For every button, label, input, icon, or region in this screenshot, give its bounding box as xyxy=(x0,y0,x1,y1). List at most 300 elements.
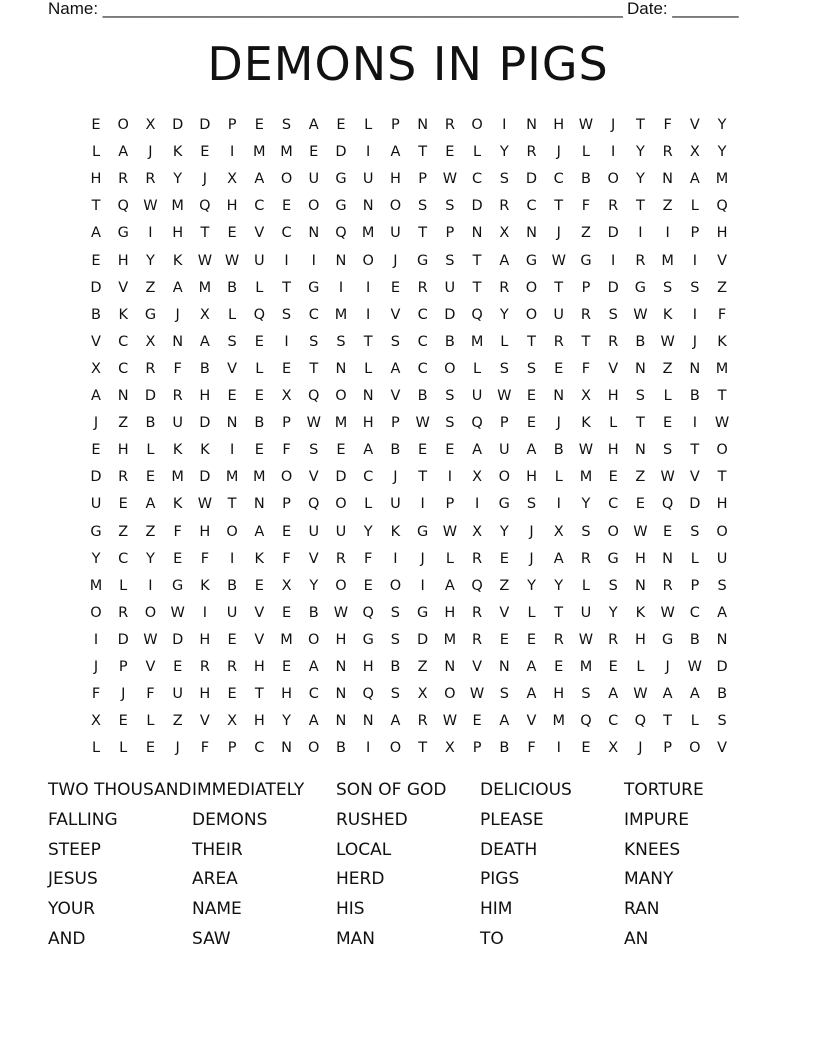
grid-letter[interactable]: H xyxy=(253,659,265,675)
grid-letter[interactable]: W xyxy=(224,252,240,269)
grid-letter[interactable]: N xyxy=(362,388,374,404)
grid-letter[interactable]: P xyxy=(663,740,672,757)
grid-letter[interactable]: X xyxy=(145,117,156,133)
grid-letter[interactable]: M xyxy=(715,360,729,377)
grid-letter[interactable]: I xyxy=(366,144,371,161)
grid-letter[interactable]: I xyxy=(202,604,208,621)
grid-letter[interactable]: E xyxy=(418,442,428,459)
grid-letter[interactable]: A xyxy=(717,604,727,621)
grid-letter[interactable]: B xyxy=(227,577,238,594)
grid-letter[interactable]: P xyxy=(445,225,455,242)
grid-letter[interactable]: E xyxy=(91,252,101,269)
grid-letter[interactable]: U xyxy=(308,523,320,540)
grid-letter[interactable]: E xyxy=(554,659,564,675)
grid-letter[interactable]: W xyxy=(551,252,566,269)
grid-letter[interactable]: R xyxy=(499,279,510,296)
grid-letter[interactable]: O xyxy=(90,604,102,621)
grid-letter[interactable]: P xyxy=(391,117,400,133)
grid-letter[interactable]: H xyxy=(607,388,619,404)
grid-letter[interactable]: J xyxy=(529,550,534,567)
grid-letter[interactable]: I xyxy=(229,144,235,161)
grid-letter[interactable]: G xyxy=(525,252,538,269)
grid-letter[interactable]: U xyxy=(90,496,102,513)
grid-letter[interactable]: T xyxy=(554,279,564,296)
grid-letter[interactable]: S xyxy=(390,631,401,648)
grid-letter[interactable]: P xyxy=(282,415,291,432)
grid-letter[interactable]: P xyxy=(581,279,591,296)
grid-letter[interactable]: S xyxy=(445,415,455,432)
grid-letter[interactable]: U xyxy=(308,171,320,188)
grid-letter[interactable]: G xyxy=(335,198,347,215)
grid-letter[interactable]: E xyxy=(554,360,564,377)
grid-letter[interactable]: A xyxy=(91,225,101,242)
grid-letter[interactable]: L xyxy=(690,713,699,730)
grid-letter[interactable]: E xyxy=(118,496,128,513)
grid-letter[interactable]: N xyxy=(335,713,347,730)
grid-letter[interactable]: G xyxy=(417,252,429,269)
grid-letter[interactable]: A xyxy=(499,252,510,269)
grid-letter[interactable]: D xyxy=(172,631,184,648)
grid-letter[interactable]: S xyxy=(499,171,509,188)
grid-letter[interactable]: S xyxy=(635,388,645,404)
grid-letter[interactable]: N xyxy=(634,577,646,594)
grid-letter[interactable]: W xyxy=(442,171,458,188)
grid-letter[interactable]: A xyxy=(526,442,537,459)
grid-letter[interactable]: H xyxy=(634,550,646,567)
grid-letter[interactable]: E xyxy=(227,631,237,648)
grid-letter[interactable]: S xyxy=(227,333,237,350)
grid-letter[interactable]: X xyxy=(91,713,101,730)
grid-letter[interactable]: U xyxy=(580,604,592,621)
grid-letter[interactable]: D xyxy=(417,631,429,648)
grid-letter[interactable]: U xyxy=(172,686,183,703)
grid-letter[interactable]: B xyxy=(580,171,591,188)
grid-letter[interactable]: O xyxy=(308,740,320,757)
grid-letter[interactable]: V xyxy=(717,740,727,757)
grid-letter[interactable]: W xyxy=(578,442,594,459)
grid-letter[interactable]: V xyxy=(390,388,401,404)
grid-letter[interactable]: Q xyxy=(362,686,374,703)
grid-letter[interactable]: X xyxy=(199,306,210,323)
grid-letter[interactable]: O xyxy=(389,198,402,215)
grid-letter[interactable]: L xyxy=(91,740,101,757)
grid-letter[interactable]: C xyxy=(363,469,374,486)
grid-letter[interactable]: H xyxy=(553,686,565,703)
grid-letter[interactable]: S xyxy=(281,306,292,323)
grid-letter[interactable]: C xyxy=(689,604,700,621)
grid-letter[interactable]: L xyxy=(255,279,264,296)
grid-letter[interactable]: A xyxy=(91,388,101,404)
grid-letter[interactable]: N xyxy=(335,686,347,703)
grid-letter[interactable]: J xyxy=(93,415,99,432)
grid-letter[interactable]: R xyxy=(499,198,510,215)
grid-letter[interactable]: U xyxy=(444,279,456,296)
grid-letter[interactable]: T xyxy=(717,388,727,404)
grid-letter[interactable]: H xyxy=(117,442,129,459)
grid-letter[interactable]: A xyxy=(472,442,483,459)
grid-letter[interactable]: Y xyxy=(717,144,727,161)
grid-letter[interactable]: J xyxy=(420,550,425,567)
grid-letter[interactable]: W xyxy=(415,415,430,432)
grid-letter[interactable]: B xyxy=(499,740,510,757)
grid-letter[interactable]: E xyxy=(145,740,156,757)
grid-letter[interactable]: F xyxy=(282,442,291,459)
grid-letter[interactable]: S xyxy=(445,198,455,215)
grid-letter[interactable]: B xyxy=(91,306,101,323)
grid-letter[interactable]: L xyxy=(473,360,482,377)
grid-letter[interactable]: S xyxy=(445,252,455,269)
grid-letter[interactable]: X xyxy=(689,144,700,161)
grid-letter[interactable]: S xyxy=(309,442,319,459)
grid-letter[interactable]: H xyxy=(226,198,238,215)
grid-letter[interactable]: I xyxy=(447,469,452,486)
grid-letter[interactable]: E xyxy=(309,144,319,161)
grid-letter[interactable]: A xyxy=(526,686,537,703)
grid-letter[interactable]: K xyxy=(172,496,183,513)
grid-letter[interactable]: S xyxy=(717,713,727,730)
grid-letter[interactable]: J xyxy=(121,686,126,703)
grid-letter[interactable]: E xyxy=(526,631,537,648)
grid-letter[interactable]: H xyxy=(253,713,265,730)
grid-letter[interactable]: L xyxy=(473,144,482,161)
grid-letter[interactable]: H xyxy=(444,604,456,621)
grid-letter[interactable]: L xyxy=(146,442,155,459)
grid-letter[interactable]: H xyxy=(281,686,292,703)
grid-letter[interactable]: F xyxy=(173,523,182,540)
grid-letter[interactable]: M xyxy=(280,144,293,161)
grid-letter[interactable]: S xyxy=(526,496,537,513)
grid-letter[interactable]: P xyxy=(227,117,237,133)
grid-letter[interactable]: D xyxy=(471,198,483,215)
grid-letter[interactable]: H xyxy=(172,225,184,242)
grid-letter[interactable]: W xyxy=(306,415,321,432)
grid-letter[interactable]: G xyxy=(90,523,102,540)
grid-letter[interactable]: I xyxy=(311,252,316,269)
grid-letter[interactable]: R xyxy=(580,550,591,567)
grid-letter[interactable]: A xyxy=(553,550,564,567)
grid-letter[interactable]: M xyxy=(552,713,565,730)
grid-letter[interactable]: W xyxy=(197,252,213,269)
grid-letter[interactable]: G xyxy=(661,631,674,648)
grid-letter[interactable]: C xyxy=(608,496,619,513)
grid-letter[interactable]: U xyxy=(362,171,374,188)
grid-letter[interactable]: J xyxy=(202,171,208,188)
grid-letter[interactable]: N xyxy=(716,631,728,648)
grid-letter[interactable]: Y xyxy=(717,117,727,133)
grid-letter[interactable]: Z xyxy=(118,523,129,540)
grid-letter[interactable]: T xyxy=(472,279,482,296)
grid-letter[interactable]: S xyxy=(336,333,346,350)
grid-letter[interactable]: O xyxy=(689,740,701,757)
grid-letter[interactable]: N xyxy=(253,496,265,513)
grid-letter[interactable]: L xyxy=(690,198,699,215)
grid-letter[interactable]: J xyxy=(175,740,180,757)
grid-letter[interactable]: R xyxy=(635,252,646,269)
grid-letter[interactable]: L xyxy=(146,713,155,730)
grid-letter[interactable]: H xyxy=(716,496,728,513)
grid-letter[interactable]: H xyxy=(199,388,211,404)
grid-letter[interactable]: C xyxy=(281,225,292,242)
grid-letter[interactable]: X xyxy=(145,333,156,350)
grid-letter[interactable]: V xyxy=(499,604,510,621)
grid-letter[interactable]: R xyxy=(118,604,129,621)
grid-letter[interactable]: J xyxy=(665,659,670,675)
grid-letter[interactable]: M xyxy=(470,333,484,350)
grid-letter[interactable]: I xyxy=(692,415,697,432)
grid-letter[interactable]: B xyxy=(199,360,210,377)
grid-letter[interactable]: V xyxy=(118,279,129,296)
grid-letter[interactable]: B xyxy=(145,415,156,432)
grid-letter[interactable]: L xyxy=(228,306,237,323)
grid-letter[interactable]: F xyxy=(282,550,291,567)
grid-letter[interactable]: V xyxy=(689,117,700,133)
grid-letter[interactable]: H xyxy=(389,171,401,188)
grid-letter[interactable]: J xyxy=(692,333,697,350)
grid-letter[interactable]: Q xyxy=(471,577,483,594)
grid-letter[interactable]: T xyxy=(690,442,700,459)
grid-letter[interactable]: K xyxy=(200,442,210,459)
grid-letter[interactable]: J xyxy=(529,523,534,540)
grid-letter[interactable]: T xyxy=(581,333,591,350)
grid-letter[interactable]: N xyxy=(362,713,374,730)
grid-letter[interactable]: O xyxy=(280,171,293,188)
grid-letter[interactable]: W xyxy=(633,523,648,540)
grid-letter[interactable]: E xyxy=(281,360,292,377)
grid-letter[interactable]: C xyxy=(472,171,483,188)
grid-letter[interactable]: V xyxy=(254,604,265,621)
grid-letter[interactable]: H xyxy=(362,415,374,432)
grid-letter[interactable]: N xyxy=(362,198,374,215)
grid-letter[interactable]: R xyxy=(118,469,129,486)
grid-letter[interactable]: P xyxy=(118,659,128,675)
grid-letter[interactable]: T xyxy=(363,333,373,350)
grid-letter[interactable]: I xyxy=(393,550,398,567)
grid-letter[interactable]: R xyxy=(553,333,564,350)
grid-letter[interactable]: E xyxy=(145,469,156,486)
grid-letter[interactable]: R xyxy=(172,388,183,404)
grid-letter[interactable]: Q xyxy=(716,198,728,215)
grid-letter[interactable]: D xyxy=(716,659,728,675)
grid-letter[interactable]: H xyxy=(90,171,102,188)
grid-letter[interactable]: E xyxy=(254,442,264,459)
grid-letter[interactable]: K xyxy=(172,442,183,459)
grid-letter[interactable]: I xyxy=(366,740,371,757)
grid-letter[interactable]: O xyxy=(144,604,157,621)
grid-letter[interactable]: O xyxy=(498,469,510,486)
grid-letter[interactable]: F xyxy=(173,360,182,377)
grid-letter[interactable]: A xyxy=(689,171,700,188)
date-field[interactable]: Date: _______ xyxy=(627,0,739,18)
grid-letter[interactable]: G xyxy=(607,550,619,567)
grid-letter[interactable]: X xyxy=(281,577,292,594)
grid-letter[interactable]: C xyxy=(553,171,564,188)
grid-letter[interactable]: R xyxy=(444,117,455,133)
grid-letter[interactable]: Z xyxy=(635,469,646,486)
grid-letter[interactable]: I xyxy=(284,252,289,269)
grid-letter[interactable]: E xyxy=(118,713,128,730)
grid-letter[interactable]: X xyxy=(580,388,591,404)
grid-letter[interactable]: K xyxy=(635,604,646,621)
grid-letter[interactable]: E xyxy=(445,144,455,161)
grid-letter[interactable]: E xyxy=(227,388,237,404)
grid-letter[interactable]: T xyxy=(91,198,101,215)
grid-letter[interactable]: E xyxy=(336,117,346,133)
grid-letter[interactable]: B xyxy=(717,686,728,703)
grid-letter[interactable]: L xyxy=(690,550,699,567)
grid-letter[interactable]: E xyxy=(254,388,264,404)
grid-letter[interactable]: V xyxy=(199,713,210,730)
grid-letter[interactable]: X xyxy=(417,686,428,703)
grid-letter[interactable]: S xyxy=(663,279,673,296)
grid-letter[interactable]: V xyxy=(227,360,238,377)
grid-letter[interactable]: B xyxy=(553,442,564,459)
grid-letter[interactable]: V xyxy=(308,550,319,567)
grid-letter[interactable]: E xyxy=(254,333,264,350)
grid-letter[interactable]: Q xyxy=(471,306,483,323)
grid-letter[interactable]: S xyxy=(690,523,700,540)
grid-letter[interactable]: W xyxy=(687,659,702,675)
grid-letter[interactable]: O xyxy=(444,686,456,703)
grid-letter[interactable]: S xyxy=(418,198,428,215)
grid-letter[interactable]: S xyxy=(445,388,455,404)
grid-letter[interactable]: N xyxy=(634,360,646,377)
grid-letter[interactable]: N xyxy=(526,117,537,133)
grid-letter[interactable]: L xyxy=(609,415,618,432)
grid-letter[interactable]: G xyxy=(172,577,184,594)
grid-letter[interactable]: Q xyxy=(308,388,320,404)
grid-letter[interactable]: S xyxy=(281,117,292,133)
grid-letter[interactable]: O xyxy=(389,577,402,594)
grid-letter[interactable]: F xyxy=(364,550,373,567)
grid-letter[interactable]: T xyxy=(472,252,482,269)
grid-letter[interactable]: U xyxy=(254,252,265,269)
grid-letter[interactable]: M xyxy=(334,306,348,323)
grid-letter[interactable]: G xyxy=(362,631,374,648)
grid-letter[interactable]: V xyxy=(717,252,727,269)
grid-letter[interactable]: E xyxy=(581,740,591,757)
grid-letter[interactable]: L xyxy=(364,496,373,513)
grid-letter[interactable]: L xyxy=(581,144,590,161)
grid-letter[interactable]: W xyxy=(333,604,349,621)
grid-letter[interactable]: K xyxy=(254,550,265,567)
grid-letter[interactable]: Z xyxy=(580,225,591,242)
grid-letter[interactable]: K xyxy=(581,415,591,432)
grid-letter[interactable]: Z xyxy=(499,577,510,594)
grid-letter[interactable]: M xyxy=(661,252,674,269)
grid-letter[interactable]: A xyxy=(308,117,319,133)
grid-letter[interactable]: D xyxy=(525,171,538,188)
grid-letter[interactable]: D xyxy=(199,117,211,133)
grid-letter[interactable]: Y xyxy=(499,306,509,323)
grid-letter[interactable]: A xyxy=(308,659,319,675)
grid-letter[interactable]: K xyxy=(172,144,183,161)
grid-letter[interactable]: M xyxy=(171,469,184,486)
grid-letter[interactable]: L xyxy=(255,360,264,377)
grid-letter[interactable]: K xyxy=(390,523,401,540)
grid-letter[interactable]: N xyxy=(335,659,347,675)
grid-letter[interactable]: L xyxy=(91,144,101,161)
grid-letter[interactable]: A xyxy=(390,144,401,161)
grid-letter[interactable]: I xyxy=(611,252,616,269)
grid-letter[interactable]: Q xyxy=(308,496,320,513)
grid-letter[interactable]: Q xyxy=(580,713,592,730)
grid-letter[interactable]: Y xyxy=(173,171,183,188)
grid-letter[interactable]: L xyxy=(445,550,454,567)
grid-letter[interactable]: I xyxy=(338,279,344,296)
grid-letter[interactable]: R xyxy=(145,171,156,188)
grid-letter[interactable]: C xyxy=(608,713,619,730)
grid-letter[interactable]: Z xyxy=(717,279,728,296)
grid-letter[interactable]: R xyxy=(417,279,428,296)
grid-letter[interactable]: D xyxy=(689,496,701,513)
grid-letter[interactable]: N xyxy=(444,659,456,675)
grid-letter[interactable]: Y xyxy=(499,523,509,540)
grid-letter[interactable]: W xyxy=(143,198,158,215)
grid-letter[interactable]: C xyxy=(254,198,265,215)
grid-letter[interactable]: E xyxy=(254,117,264,133)
grid-letter[interactable]: S xyxy=(390,333,401,350)
grid-letter[interactable]: B xyxy=(417,388,428,404)
grid-letter[interactable]: J xyxy=(556,144,561,161)
grid-letter[interactable]: Y xyxy=(635,171,645,188)
grid-letter[interactable]: A xyxy=(172,279,183,296)
grid-letter[interactable]: E xyxy=(390,279,400,296)
grid-letter[interactable]: F xyxy=(717,306,727,323)
grid-letter[interactable]: O xyxy=(525,306,538,323)
grid-letter[interactable]: J xyxy=(175,306,180,323)
grid-letter[interactable]: Q xyxy=(335,225,347,242)
grid-letter[interactable]: Q xyxy=(117,198,129,215)
grid-letter[interactable]: U xyxy=(471,388,483,404)
grid-letter[interactable]: A xyxy=(390,713,401,730)
grid-letter[interactable]: N xyxy=(417,117,429,133)
grid-letter[interactable]: P xyxy=(282,496,291,513)
grid-letter[interactable]: K xyxy=(118,306,128,323)
grid-letter[interactable]: O xyxy=(607,523,619,540)
grid-letter[interactable]: B xyxy=(689,388,700,404)
grid-letter[interactable]: T xyxy=(418,225,428,242)
grid-letter[interactable]: W xyxy=(578,117,594,133)
grid-letter[interactable]: B xyxy=(254,415,265,432)
grid-letter[interactable]: P xyxy=(227,740,237,757)
grid-letter[interactable]: Z xyxy=(417,659,428,675)
grid-letter[interactable]: H xyxy=(199,631,211,648)
grid-letter[interactable]: J xyxy=(556,225,561,242)
grid-letter[interactable]: W xyxy=(143,631,158,648)
grid-letter[interactable]: L xyxy=(119,740,128,757)
grid-letter[interactable]: L xyxy=(500,333,509,350)
grid-letter[interactable]: S xyxy=(526,360,537,377)
grid-letter[interactable]: A xyxy=(118,144,129,161)
grid-letter[interactable]: G xyxy=(308,279,320,296)
grid-letter[interactable]: R xyxy=(526,144,537,161)
grid-letter[interactable]: I xyxy=(611,144,616,161)
grid-letter[interactable]: C xyxy=(526,198,537,215)
grid-letter[interactable]: T xyxy=(309,360,319,377)
grid-letter[interactable]: O xyxy=(607,171,619,188)
grid-letter[interactable]: X xyxy=(281,388,292,404)
grid-letter[interactable]: M xyxy=(253,469,266,486)
grid-letter[interactable]: N xyxy=(226,415,238,432)
grid-letter[interactable]: Q xyxy=(661,496,674,513)
grid-letter[interactable]: F xyxy=(200,740,210,757)
grid-letter[interactable]: Y xyxy=(282,713,291,730)
grid-letter[interactable]: M xyxy=(198,279,212,296)
grid-letter[interactable]: M xyxy=(89,577,103,594)
grid-letter[interactable]: L xyxy=(554,469,563,486)
grid-letter[interactable]: Q xyxy=(362,604,374,621)
grid-letter[interactable]: E xyxy=(499,631,509,648)
